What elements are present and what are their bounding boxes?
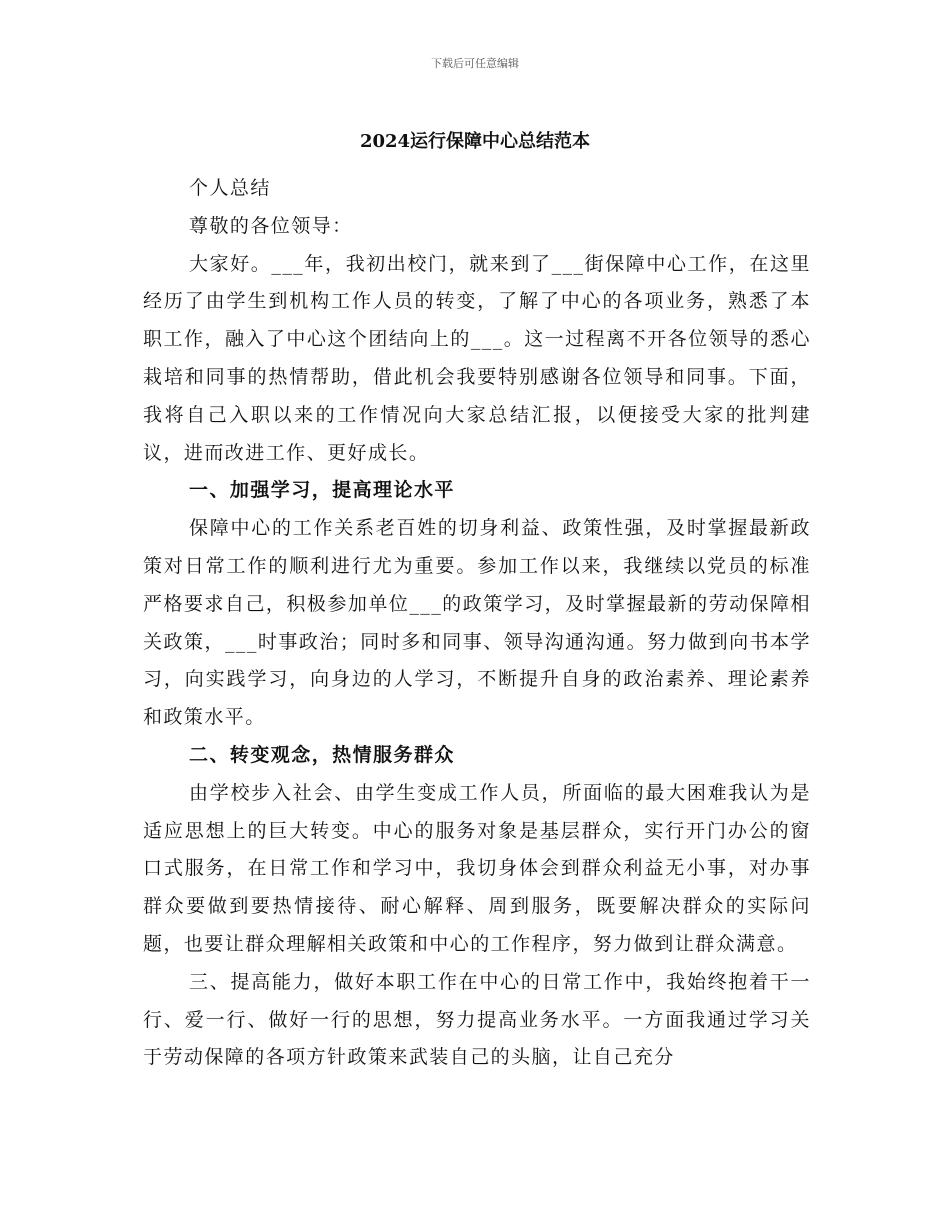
paragraph-intro: 大家好。___年，我初出校门，就来到了___街保障中心工作，在这里经历了由学生到机构工作人员的转变，了解了中心的各项业务，熟悉了本职工作，融入了中心这个团结向上的___。这一过程离不开各位领导的悉心栽培和同事的热情帮助，借此机会我要特别感谢各位领导和同事。下面，我将自己入职以来的工作情况向大家总结汇报，以便接受大家的批判建议，进而改进工作、更好成长。: [143, 252, 811, 464]
section-heading-2: 二、转变观念，热情服务群众: [189, 743, 455, 766]
paragraph-personal-summary: 个人总结: [189, 177, 271, 199]
header-note: 下载后可任意编辑: [431, 57, 519, 70]
paragraph-section-2: 由学校步入社会、由学生变成工作人员，所面临的最大困难我认为是适应思想上的巨大转变。中心的服务对象是基层群众，实行开门办公的窗口式服务，在日常工作和学习中，我切身体会到群众利益无小事，对办事群众要做到要热情接待、耐心解释、周到服务，既要解决群众的实际问题，也要让群众理解相关政策和中心的工作程序，努力做到让群众满意。: [143, 781, 811, 955]
document-title: 2024运行保障中心总结范本: [359, 131, 591, 152]
document-body: [143, 170, 811, 1077]
paragraph-section-3: 三、提高能力，做好本职工作在中心的日常工作中，我始终抱着干一行、爱一行、做好一行的思想，努力提高业务水平。一方面我通过学习关于劳动保障的各项方针政策来武装自己的头脑，让自己充分: [143, 970, 811, 1069]
paragraph-salutation: 尊敬的各位领导：: [189, 214, 353, 237]
section-heading-1: 一、加强学习，提高理论水平: [189, 479, 455, 502]
paragraph-section-1: 保障中心的工作关系老百姓的切身利益、政策性强，及时掌握最新政策对日常工作的顺利进行尤为重要。参加工作以来，我继续以党员的标准严格要求自己，积极参加单位___的政策学习，及时掌握最新的劳动保障相关政策，___时事政治；同时多和同事、领导沟通沟通。努力做到向书本学习，向实践学习，向身边的人学习，不断提升自身的政治素养、理论素养和政策水平。: [143, 517, 811, 729]
